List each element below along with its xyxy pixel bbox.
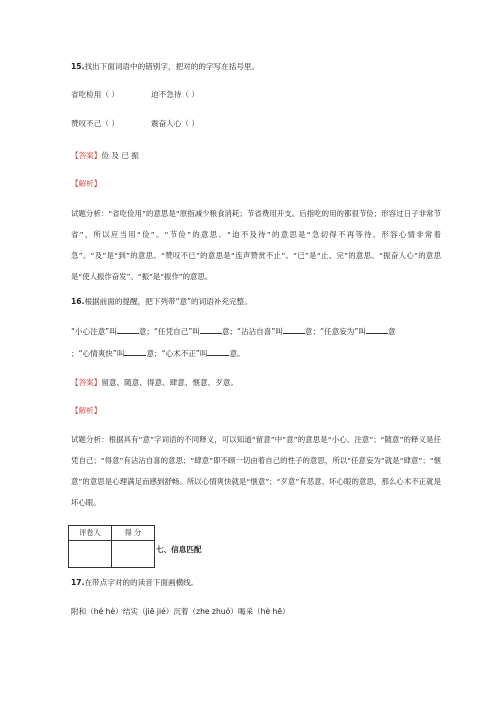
fill-text: 意；“心术不正”叫	[146, 349, 208, 358]
q16-fill-line1	[71, 325, 431, 337]
fill-text: 意。	[229, 349, 245, 358]
q16-answer	[71, 377, 431, 388]
q17-prompt-text: 在带点字对的的读音下面画横线。	[84, 578, 199, 587]
q16-answer-text: 留意、随意、得意、肆意、惬意、歹意。	[101, 378, 239, 387]
section-heading: 七、信息匹配	[156, 545, 202, 554]
q15-number: 15.	[71, 62, 85, 71]
q15-answer-text: 俭 及 已 振	[101, 151, 139, 160]
q15-analysis-tag: 【解析】	[71, 179, 102, 188]
fill-text: 意；“沾沾自喜”叫	[221, 327, 283, 336]
q15-prompt-text: 找出下面词语中的错别字，把对的的字写在括号里。	[84, 62, 260, 71]
q16-number: 16.	[71, 297, 85, 306]
score-table	[68, 525, 155, 568]
q15-word-4: 震奋人心（ ）	[150, 119, 199, 128]
q15-word-1: 省吃检用（ ）	[71, 90, 119, 99]
q15-word-2: 迫不急待（ ）	[150, 90, 199, 99]
fill-text: 意；“任凭自己”叫	[138, 327, 200, 336]
fill-text: “小心注意”叫	[71, 327, 117, 336]
q16-prompt	[71, 296, 431, 307]
q16-analysis: 试题分析：根据具有“意”字词语的不同释义，可以知道“留意”中“意”的意思是“小心、注意”；“随意”的释义是任凭自己；“得意”有沾沾自喜的意思；“肆意”即不顾一切由着自己的性子的意思，所以“任意妄为”就是“肆意”；“惬意”的意思是心理满足而感到舒畅。所以心情爽快就是“惬意”；“歹意”有恶意、坏心眼的意思，那么心术不正就是坏心眼。	[71, 435, 441, 507]
fill-blank[interactable]	[117, 325, 139, 334]
grader-label: 评卷人	[69, 526, 112, 541]
q17-number: 17.	[71, 578, 85, 587]
q16-analysis-tag: 【解析】	[71, 406, 102, 415]
q15-analysis: 试题分析：“省吃俭用”的意思是“原指减少粮食消耗；节省费用开支。后指吃的用的都很节俭；形容过日子非常节省”，所以应当用“俭”。“节俭”的意思、“迫不及待”的意思是“急切得不再等待。形容心情非常着急”。“及”是“到”的意思。“赞叹不已”的意思是“连声赞赏不止”。“已”是“止、完”的意思。“振奋人心”的意思是“使人振作奋发”。“振”是“振作”的意思。	[71, 209, 441, 281]
fill-blank[interactable]	[207, 347, 229, 356]
q16-prompt-text: 根据前面的提醒，把下列带“意”的词语补充完整。	[84, 297, 252, 306]
q15-prompt	[71, 61, 431, 72]
fill-text: 意；“任意妄为”叫	[304, 327, 366, 336]
fill-text: ；“心情爽快”叫	[71, 349, 125, 358]
grader-cell	[69, 541, 112, 568]
q17-prompt	[71, 577, 431, 588]
q15-word-3: 赞叹不己（ ）	[71, 119, 119, 128]
q17-items: 附和（hé hè）结实（jiē jié）沉着（zhe zhuó）喝采（hè hē）	[71, 607, 290, 616]
fill-blank[interactable]	[366, 325, 388, 334]
fill-blank[interactable]	[200, 325, 222, 334]
fill-text: 意	[387, 327, 396, 336]
answer-tag: 【答案】	[71, 151, 102, 160]
answer-tag: 【答案】	[71, 378, 102, 387]
fill-blank[interactable]	[283, 325, 305, 334]
score-label: 得 分	[112, 526, 155, 541]
q16-fill-line2	[71, 347, 431, 359]
score-cell	[112, 541, 155, 568]
fill-blank[interactable]	[124, 347, 146, 356]
q15-line1	[71, 89, 431, 100]
q15-answer	[71, 150, 431, 161]
q15-line2	[71, 118, 431, 129]
